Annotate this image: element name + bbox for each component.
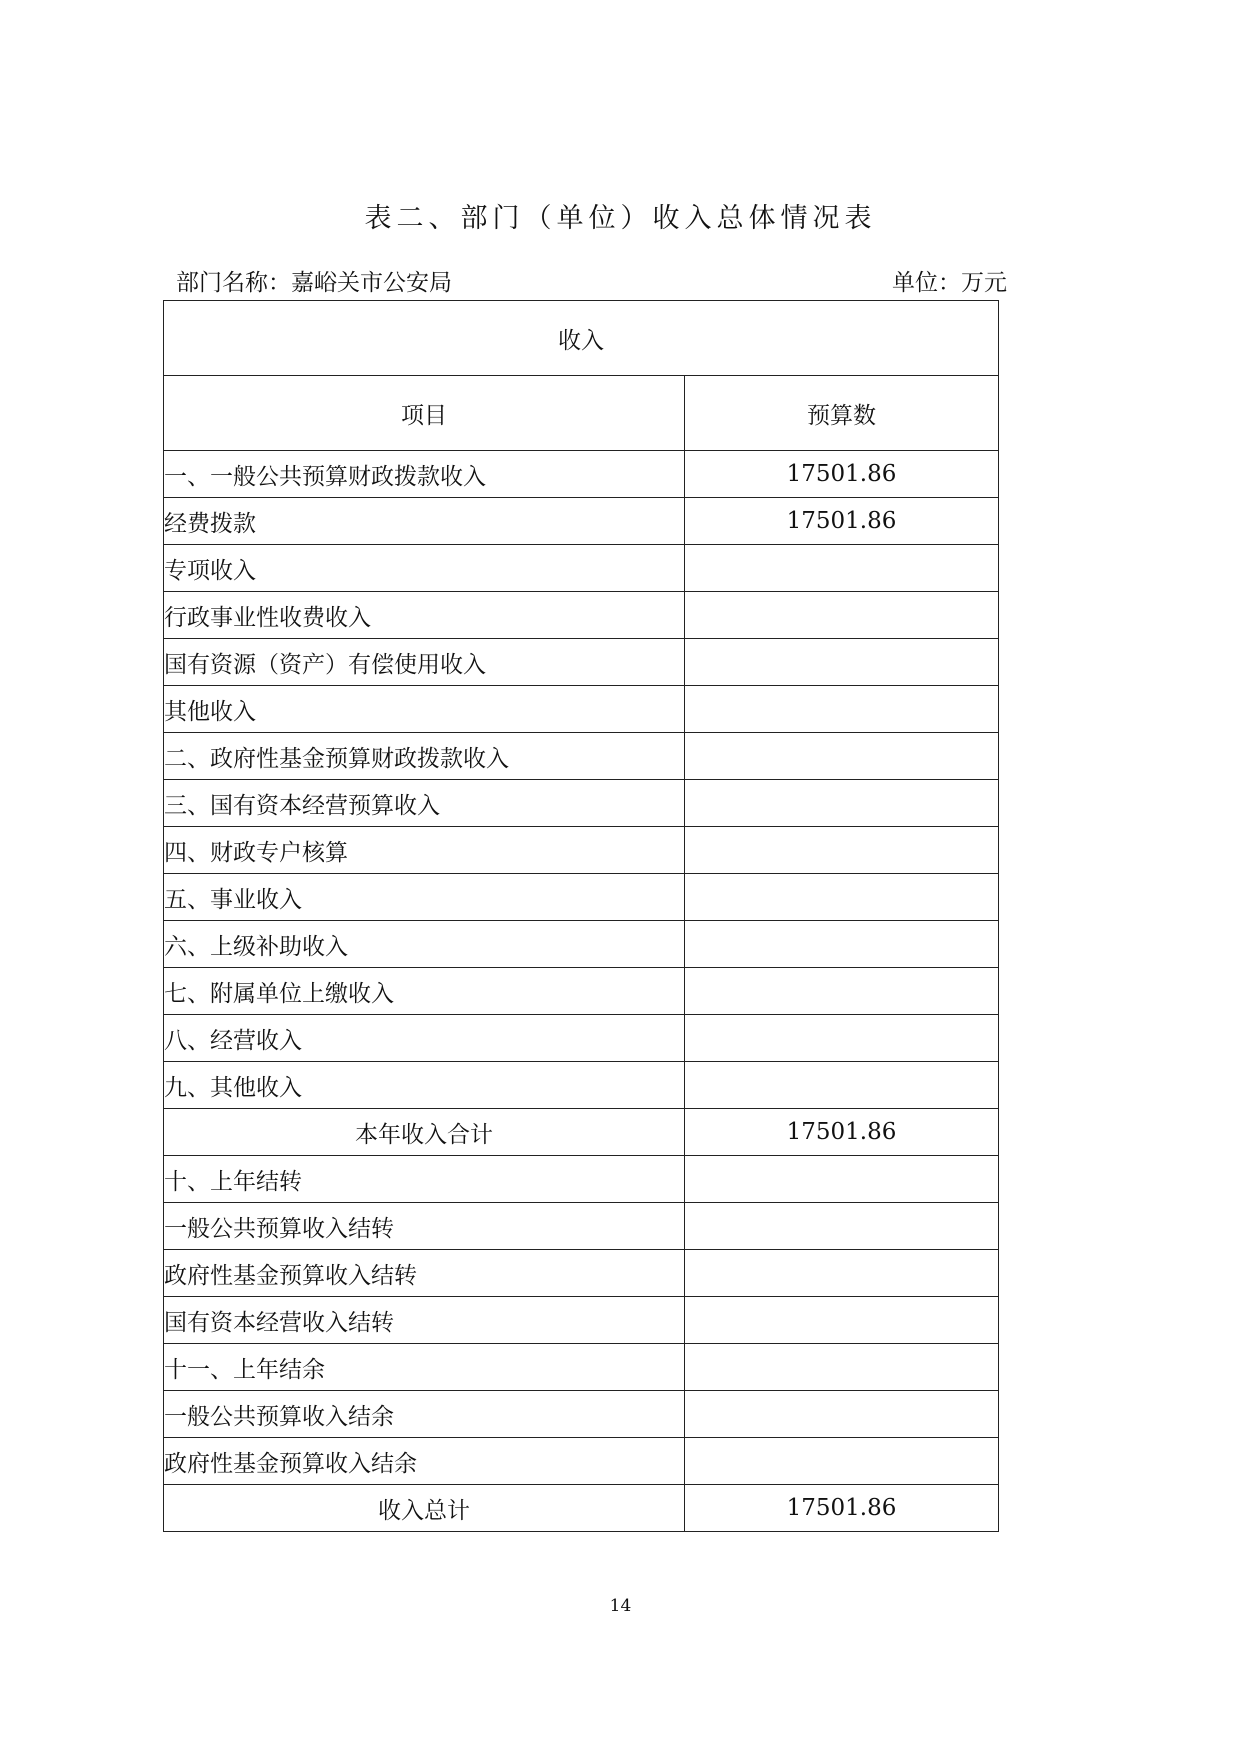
row-label: 六、上级补助收入 [164,921,685,968]
row-value [685,1250,999,1297]
row-value [685,1203,999,1250]
table-row [164,639,999,686]
row-label: 国有资本经营收入结转 [164,1297,685,1344]
row-label: 九、其他收入 [164,1062,685,1109]
row-label: 政府性基金预算收入结余 [164,1438,685,1485]
row-value: 17501.86 [685,1485,999,1532]
row-label: 收入总计 [164,1485,685,1532]
table-row [164,874,999,921]
row-label: 经费拨款 [164,498,685,545]
row-value: 17501.86 [685,1109,999,1156]
table-row [164,968,999,1015]
row-value [685,592,999,639]
unit-label: 单位：万元 [892,270,1007,296]
row-label: 八、经营收入 [164,1015,685,1062]
row-value [685,1062,999,1109]
row-value [685,874,999,921]
row-value [685,545,999,592]
table-row [164,780,999,827]
department-name: 部门名称：嘉峪关市公安局 [176,270,452,296]
row-label: 本年收入合计 [164,1109,685,1156]
row-value [685,1297,999,1344]
row-label: 一般公共预算收入结转 [164,1203,685,1250]
table-row [164,1156,999,1203]
row-label: 二、政府性基金预算财政拨款收入 [164,733,685,780]
row-value: 17501.86 [685,451,999,498]
row-label: 政府性基金预算收入结转 [164,1250,685,1297]
row-value: 17501.86 [685,498,999,545]
table-row [164,1203,999,1250]
table-row [164,1062,999,1109]
table-row [164,592,999,639]
row-value [685,968,999,1015]
table-row [164,1438,999,1485]
column-header-budget: 预算数 [685,376,999,451]
row-value [685,780,999,827]
row-value [685,1391,999,1438]
row-label: 一、一般公共预算财政拨款收入 [164,451,685,498]
page-title: 表二、部门（单位）收入总体情况表 [364,203,877,234]
table-row [164,1344,999,1391]
table-row [164,733,999,780]
row-value [685,921,999,968]
table-row [164,1250,999,1297]
table-row [164,545,999,592]
row-value [685,733,999,780]
section-header: 收入 [164,301,999,376]
row-label: 行政事业性收费收入 [164,592,685,639]
table-row [164,1391,999,1438]
row-value [685,1344,999,1391]
table-row-total [164,1485,999,1532]
column-header-item: 项目 [164,376,685,451]
table-row [164,827,999,874]
row-label: 十、上年结转 [164,1156,685,1203]
row-label: 一般公共预算收入结余 [164,1391,685,1438]
table-row [164,498,999,545]
row-label: 其他收入 [164,686,685,733]
row-value [685,686,999,733]
row-value [685,827,999,874]
table-row [164,921,999,968]
row-value [685,1015,999,1062]
row-label: 十一、上年结余 [164,1344,685,1391]
table-column-header-row [164,376,999,451]
table-row [164,451,999,498]
page-number: 14 [609,1596,632,1616]
row-value [685,1156,999,1203]
row-value [685,639,999,686]
table-row-subtotal [164,1109,999,1156]
table-row [164,1015,999,1062]
row-label: 专项收入 [164,545,685,592]
table-row [164,1297,999,1344]
row-label: 五、事业收入 [164,874,685,921]
row-label: 三、国有资本经营预算收入 [164,780,685,827]
row-label: 七、附属单位上缴收入 [164,968,685,1015]
table-section-header-row [164,301,999,376]
income-table [163,300,999,1532]
table-row [164,686,999,733]
row-label: 四、财政专户核算 [164,827,685,874]
row-label: 国有资源（资产）有偿使用收入 [164,639,685,686]
row-value [685,1438,999,1485]
